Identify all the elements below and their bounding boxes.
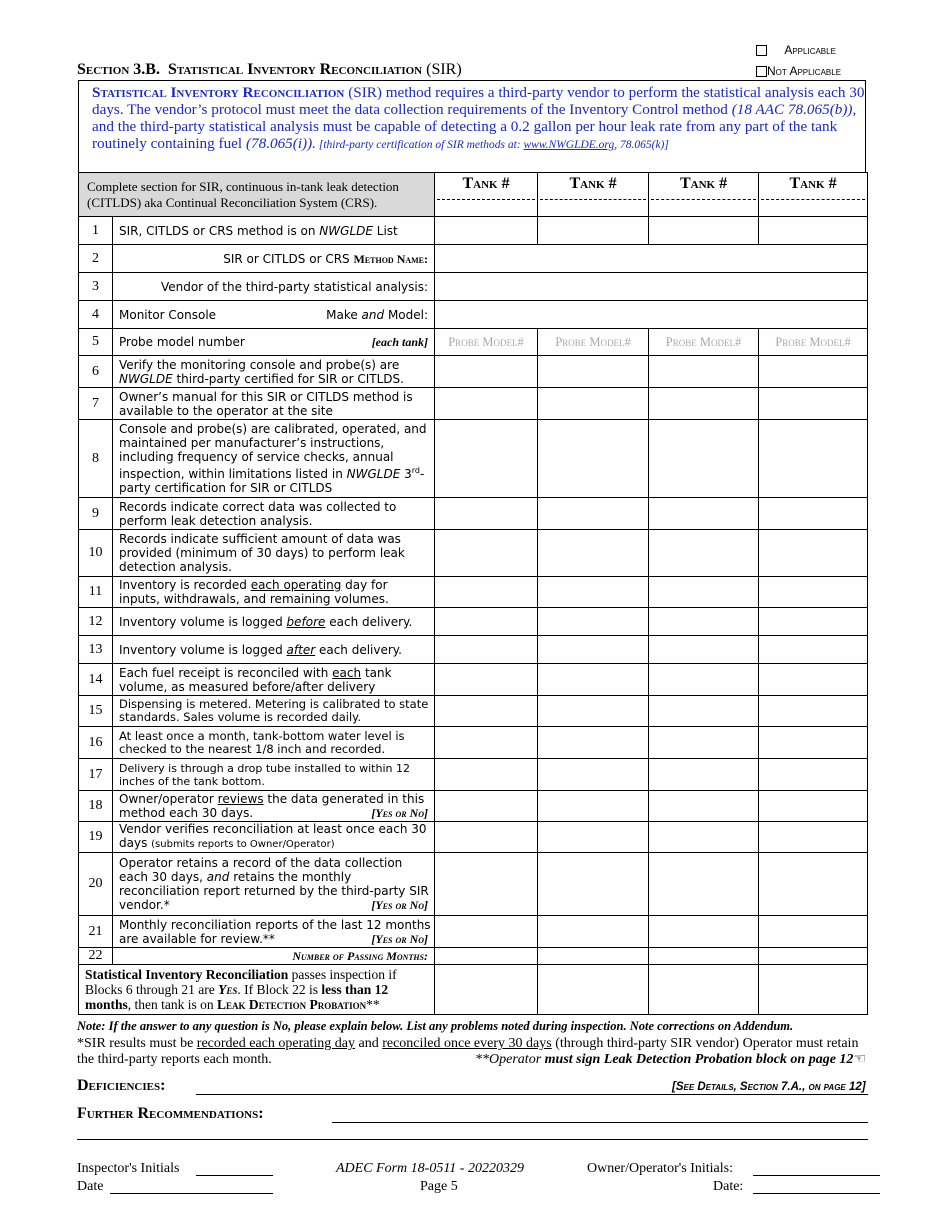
table-row [79,329,868,356]
applicable-option[interactable] [756,43,836,57]
applicable-label: Applicable [784,43,836,57]
tank-cell[interactable] [759,965,868,1015]
row-number: 14 [79,664,113,696]
row-question: Inventory volume is logged before each delivery. [113,608,435,636]
tank-cell[interactable] [649,356,759,388]
table-row [79,356,868,388]
tank-cell[interactable] [538,759,649,791]
console-model-input[interactable] [435,301,868,329]
summary-row [79,965,868,1015]
tank-header-4: Tank # [759,173,868,217]
tank-cell[interactable] [435,577,538,608]
table-row [79,916,868,948]
tank-cell[interactable] [759,759,868,791]
table-row [79,530,868,577]
tank-cell[interactable] [759,853,868,916]
tank-cell[interactable] [538,636,649,664]
row-number: 15 [79,696,113,727]
row-question: Inventory is recorded each operating day for inputs, withdrawals, and remaining volumes. [113,577,435,608]
intro-small-pre: [third-party certification of SIR methods at: [315,139,524,151]
owner-initials-line[interactable] [753,1175,880,1176]
row-question: Vendor of the third-party statistical analysis: [113,273,435,301]
row-question: Number of Passing Months: [113,948,435,965]
row-question: Monitor Console Make and Model: [113,301,435,329]
sir-results-note: *SIR results must be recorded each operating day and reconciled once every 30 days (through third-party SIR vendor) Operator must retain the third-party reports each month. **Operator must sign Leak Detection Probation block on page 12☜ [77,1036,866,1067]
probe-model-input[interactable]: Probe Model# [649,329,759,356]
intro-cite-1: (18 AAC 78.065(b)) [731,101,853,118]
row-question: SIR or CITLDS or CRS Method Name: [113,245,435,273]
inspector-initials-line[interactable] [196,1175,273,1176]
table-row [79,759,868,791]
tank-cell[interactable] [538,727,649,759]
row-number: 9 [79,498,113,530]
tank-cell[interactable] [538,388,649,420]
row-question: Delivery is through a drop tube installed to within 12 inches of the tank bottom. [113,759,435,791]
tank-cell[interactable] [649,388,759,420]
tank-cell[interactable] [435,636,538,664]
recommendations-line[interactable] [332,1122,868,1123]
owner-date-line[interactable] [753,1193,880,1194]
tank-cell[interactable] [759,217,868,245]
table-row [79,727,868,759]
row-question: Console and probe(s) are calibrated, operated, and maintained per manufacturer’s instructions, including frequency of service checks, annual inspection, within limitations listed in NWGLDE 3rd-party certification for SIR or CITLDS [113,420,435,498]
row-question: Records indicate sufficient amount of data was provided (minimum of 30 days) to perform leak detection analysis. [113,530,435,577]
table-row [79,245,868,273]
tank-cell[interactable] [435,791,538,822]
row-question: Inventory volume is logged after each delivery. [113,636,435,664]
tank-cell[interactable] [759,388,868,420]
tank-cell[interactable] [435,853,538,916]
not-applicable-option[interactable] [756,64,841,78]
table-row [79,388,868,420]
section-title [77,61,462,79]
tank-cell[interactable] [649,420,759,498]
tank-cell[interactable] [649,636,759,664]
owner-date-label: Date: [713,1179,744,1194]
row-question: Owner/operator reviews the data generated in this method each 30 days. [Yes or No] [113,791,435,822]
pointing-hand-icon: ☜ [853,1052,866,1067]
tank-cell[interactable] [538,822,649,853]
row-number: 20 [79,853,113,916]
table-header-text: Complete section for SIR, continuous in-tank leak detection (CITLDS) aka Continual Reconciliation System (CRS). [79,173,435,217]
tank-cell[interactable] [759,696,868,727]
sir-checklist-table [78,172,868,1015]
tank-cell[interactable] [649,664,759,696]
tank-cell[interactable] [435,498,538,530]
tank-cell[interactable] [435,822,538,853]
tank-cell[interactable] [649,217,759,245]
not-applicable-checkbox[interactable] [756,66,767,77]
row-number: 5 [79,329,113,356]
row-number: 18 [79,791,113,822]
row-number: 19 [79,822,113,853]
summary-text: Statistical Inventory Reconciliation passes inspection if Blocks 6 through 21 are Yes. If Block 22 is less than 12 months, then tank is on Leak Detection Probation** [79,965,435,1015]
row-question: Probe model number [each tank] [113,329,435,356]
inspector-date-line[interactable] [110,1193,273,1194]
row-question: Owner’s manual for this SIR or CITLDS method is available to the operator at the site [113,388,435,420]
row-number: 7 [79,388,113,420]
table-row [79,853,868,916]
tank-cell[interactable] [538,420,649,498]
tank-cell[interactable] [538,965,649,1015]
tank-cell[interactable] [538,498,649,530]
inspector-initials-field[interactable] [77,1161,179,1177]
tank-cell[interactable] [649,498,759,530]
row-number: 12 [79,608,113,636]
tank-cell[interactable] [435,356,538,388]
table-header-row [79,173,868,217]
form-number: ADEC Form 18-0511 - 20220329 [336,1161,524,1176]
applicable-checkbox[interactable] [756,45,767,56]
tank-cell[interactable] [435,664,538,696]
table-row [79,498,868,530]
owner-initials-field[interactable] [587,1161,733,1177]
intro-small-post: , 78.065(k)] [614,139,669,151]
tank-cell[interactable] [538,217,649,245]
tank-cell[interactable] [649,577,759,608]
tank-cell[interactable] [649,853,759,916]
tank-cell[interactable] [435,696,538,727]
row-question: Each fuel receipt is reconciled with each tank volume, as measured before/after delivery [113,664,435,696]
intro-paragraph [78,80,866,172]
row-question: Vendor verifies reconciliation at least once each 30 days (submits reports to Owner/Operator) [113,822,435,853]
row-number: 13 [79,636,113,664]
row-number: 3 [79,273,113,301]
tank-cell[interactable] [759,356,868,388]
section-abbr: (SIR) [426,61,462,78]
tank-cell[interactable] [759,727,868,759]
not-applicable-label: Not Applicable [767,64,842,78]
tank-cell[interactable] [759,530,868,577]
row-number: 17 [79,759,113,791]
probe-model-input[interactable]: Probe Model# [435,329,538,356]
tank-cell[interactable] [759,916,868,948]
probe-model-input[interactable]: Probe Model# [538,329,649,356]
row-question: Verify the monitoring console and probe(s) are NWGLDE third-party certified for SIR or CITLDS. [113,356,435,388]
probe-model-input[interactable]: Probe Model# [759,329,868,356]
tank-cell[interactable] [538,853,649,916]
row-question: Records indicate correct data was collected to perform leak detection analysis. [113,498,435,530]
row-question: Operator retains a record of the data collection each 30 days, and retains the monthly reconciliation report returned by the third-party SIR vendor.* [Yes or No] [113,853,435,916]
note-text: Note: If the answer to any question is No, please explain below. List any problems noted during inspection. Note corrections on Addendum. [77,1019,794,1033]
tank-cell[interactable] [759,608,868,636]
passing-months-cell[interactable] [435,948,538,965]
recommendations-label: Further Recommendations: [77,1105,264,1122]
table-row [79,577,868,608]
section-name: Statistical Inventory Reconciliation [167,61,423,78]
tank-cell[interactable] [649,759,759,791]
table-row [79,217,868,245]
row-number: 6 [79,356,113,388]
tank-cell[interactable] [435,420,538,498]
table-row [79,301,868,329]
inspector-initials-label: Inspector's Initials [77,1161,180,1176]
passing-months-cell[interactable] [649,948,759,965]
tank-cell[interactable] [649,608,759,636]
inspector-date-field[interactable] [77,1179,103,1195]
table-row [79,696,868,727]
tank-cell[interactable] [759,577,868,608]
row-number: 2 [79,245,113,273]
tank-cell[interactable] [435,388,538,420]
row-question: Dispensing is metered. Metering is calibrated to state standards. Sales volume is recorded daily. [113,696,435,727]
deficiencies-label: Deficiencies: [77,1077,166,1094]
tank-cell[interactable] [649,696,759,727]
row-number: 11 [79,577,113,608]
passing-months-cell[interactable] [538,948,649,965]
nwglde-link[interactable]: www.NWGLDE.org [523,139,615,151]
row-question: At least once a month, tank-bottom water level is checked to the nearest 1/8 inch and recorded. [113,727,435,759]
intro-text-1: (SIR) method requires a third-party vendor to perform the statistical analysis each 30 days. The vendor’s protocol must meet the data collection requirements of the Inventory Control method [92,84,865,118]
tank-cell[interactable] [538,530,649,577]
tank-cell[interactable] [649,530,759,577]
table-row [79,636,868,664]
tank-cell[interactable] [759,420,868,498]
tank-header-2: Tank # [538,173,649,217]
tank-cell[interactable] [649,791,759,822]
vendor-input[interactable] [435,273,868,301]
table-row [79,791,868,822]
inspector-date-label: Date [77,1179,104,1194]
tank-header-3: Tank # [649,173,759,217]
table-row [79,948,868,965]
tank-cell[interactable] [538,916,649,948]
tank-cell[interactable] [759,822,868,853]
tank-cell[interactable] [435,759,538,791]
tank-cell[interactable] [538,577,649,608]
recommendations-line-2[interactable] [77,1139,868,1140]
row-question: SIR, CITLDS or CRS method is on NWGLDE List [113,217,435,245]
table-row [79,420,868,498]
page-number: Page 5 [420,1179,458,1194]
section-label: Section 3.B. [77,61,160,78]
tank-cell[interactable] [538,696,649,727]
intro-lead: Statistical Inventory Reconciliation [92,84,345,101]
passing-months-cell[interactable] [759,948,868,965]
tank-cell[interactable] [435,608,538,636]
row-question: Monthly reconciliation reports of the last 12 months are available for review.** [Yes or No] [113,916,435,948]
tank-cell[interactable] [435,217,538,245]
tank-cell[interactable] [649,727,759,759]
tank-cell[interactable] [759,636,868,664]
tank-cell[interactable] [538,664,649,696]
tank-cell[interactable] [538,356,649,388]
intro-text-2: , and the third-party statistical analysis must be capable of detecting a 0.2 gallon per hour leak rate from any part of the tank routinely containing fuel [92,101,857,152]
method-name-input[interactable] [435,245,868,273]
tank-cell[interactable] [435,965,538,1015]
table-row [79,608,868,636]
tank-cell[interactable] [649,822,759,853]
owner-date-field[interactable] [713,1179,743,1195]
tank-cell[interactable] [759,664,868,696]
table-row [79,664,868,696]
deficiencies-line[interactable] [196,1094,868,1095]
owner-initials-label: Owner/Operator's Initials: [587,1161,733,1176]
row-number: 22 [79,948,113,965]
tank-cell[interactable] [435,727,538,759]
see-details-note: [See Details, Section 7.A., on page 12] [672,1081,866,1093]
tank-cell[interactable] [538,608,649,636]
tank-cell[interactable] [649,965,759,1015]
table-row [79,273,868,301]
tank-header-1: Tank # [435,173,538,217]
tank-cell[interactable] [649,916,759,948]
tank-cell[interactable] [435,916,538,948]
row-number: 10 [79,530,113,577]
row-number: 16 [79,727,113,759]
intro-cite-2: (78.065(i)). [245,135,316,152]
row-number: 21 [79,916,113,948]
tank-cell[interactable] [538,791,649,822]
tank-cell[interactable] [759,498,868,530]
tank-cell[interactable] [435,530,538,577]
row-number: 1 [79,217,113,245]
table-row [79,822,868,853]
row-number: 4 [79,301,113,329]
row-number: 8 [79,420,113,498]
tank-cell[interactable] [759,791,868,822]
